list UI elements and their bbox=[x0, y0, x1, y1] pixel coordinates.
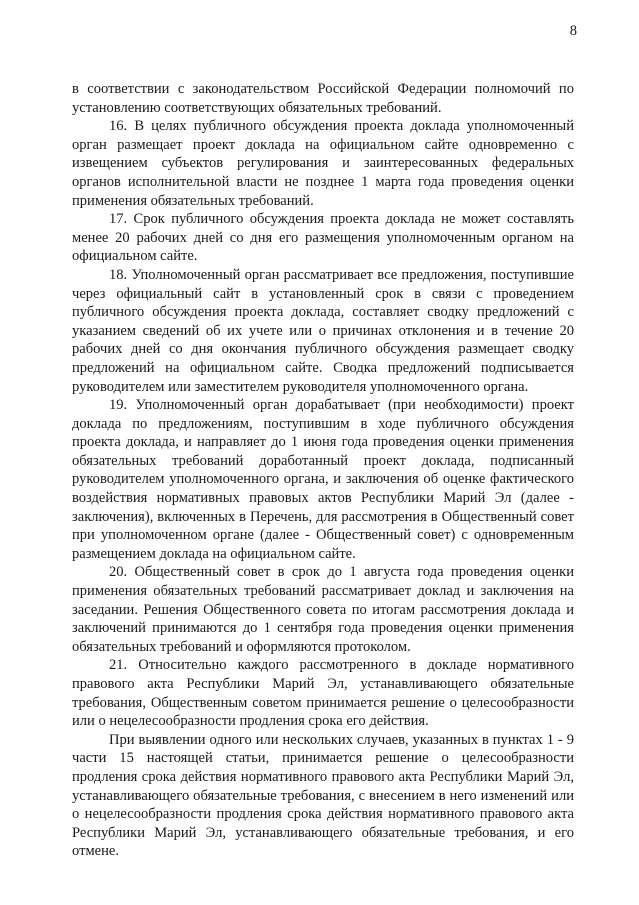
paragraph-item-18: 18. Уполномоченный орган рассматривает все предложения, поступившие через официальный сайт в установленный срок в связи с проведением публичного обсуждения проекта доклада, составляет сводку предложений с указанием сведений об их учете или о причинах отклонения и в течение 20 рабочих дней со дня окончания публичного обсуждения размещает сводку предложений на официальном сайте. Сводка предложений подписывается руководителем или заместителем руководителя уполномоченного органа. bbox=[72, 266, 574, 395]
paragraph-item-19: 19. Уполномоченный орган дорабатывает (при необходимости) проект доклада по предложениям, поступившим в ходе публичного обсуждения проекта доклада, и направляет до 1 июня года проведения оценки применения обязательных требований доработанный проект доклада, подписанный руководителем уполномоченного органа, и заключения об оценке фактического воздействия нормативных правовых актов Республики Марий Эл (далее - заключения), включенных в Перечень, для рассмотрения в Общественный совет при уполномоченном органе (далее - Общественный совет) с одновременным размещением доклада на официальном сайте. bbox=[72, 397, 574, 562]
paragraph-item-21-continued: При выявлении одного или нескольких случаев, указанных в пунктах 1 - 9 части 15 настоящей статьи, принимается решение о целесообразности продления срока действия нормативного правового акта Республики Марий Эл, устанавливающего обязательные требования, с внесением в него изменений или о нецелесообразности продления срока действия нормативного правового акта Республики Марий Эл, устанавливающего обязательные требования, и его отмене. bbox=[72, 731, 574, 860]
document-body bbox=[72, 80, 574, 861]
paragraph-continuation: в соответствии с законодательством Российской Федерации полномочий по установлению соответствующих обязательных требований. bbox=[72, 81, 574, 116]
paragraph-item-17: 17. Срок публичного обсуждения проекта доклада не может составлять менее 20 рабочих дней со дня его размещения уполномоченным органом на официальном сайте. bbox=[72, 211, 574, 265]
page-number: 8 bbox=[569, 23, 577, 39]
paragraph-item-20: 20. Общественный совет в срок до 1 августа года проведения оценки применения обязательных требований рассматривает доклад и заключения на заседании. Решения Общественного совета по итогам рассмотрения доклада и заключений принимаются до 1 сентября года проведения оценки применения обязательных требований и оформляются протоколом. bbox=[72, 564, 574, 655]
paragraph-item-21: 21. Относительно каждого рассмотренного в докладе нормативного правового акта Республики Марий Эл, устанавливающего обязательные требования, Общественным советом принимается решение о целесообразности или о нецелесообразности продления срока его действия. bbox=[72, 657, 574, 730]
paragraph-item-16: 16. В целях публичного обсуждения проекта доклада уполномоченный орган размещает проект доклада на официальном сайте одновременно с извещением субъектов регулирования и заинтересованных федеральных органов исполнительной власти не позднее 1 марта года проведения оценки применения обязательных требований. bbox=[72, 118, 574, 209]
